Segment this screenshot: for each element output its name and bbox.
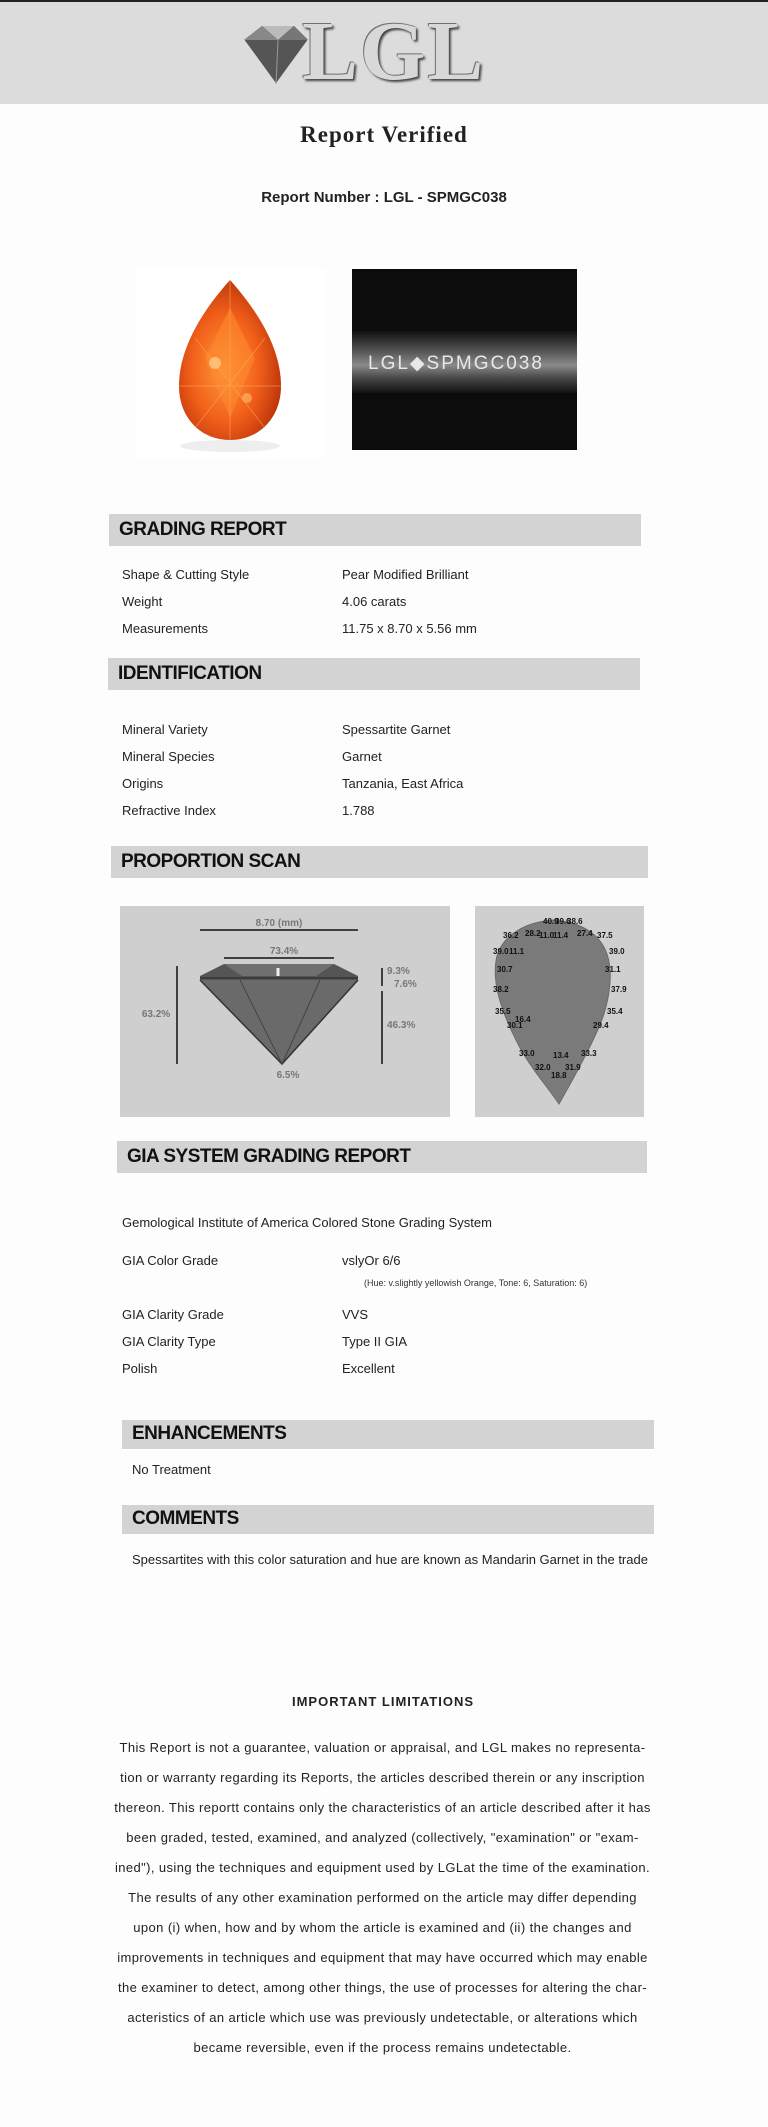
identification-label-origins: Origins — [122, 776, 164, 791]
limitations-line: been graded, tested, examined, and analyzed (collectively, "examination" or "exam- — [126, 1830, 639, 1845]
identification-label-species: Mineral Species — [122, 749, 215, 764]
limitations-line: improvements in techniques and equipment that may have occurred which may enable — [117, 1950, 648, 1965]
top-view-value: 18.8 — [551, 1071, 567, 1080]
top-view-value: 33.3 — [581, 1049, 597, 1058]
top-view-value: 13.4 — [553, 1051, 569, 1060]
enhancements-header — [122, 1420, 654, 1449]
proportion-scan-header — [111, 846, 648, 878]
side-total-depth-label: 63.2% — [141, 1009, 171, 1020]
gia-color-note: (Hue: v.slightly yellowish Orange, Tone: 6, Saturation: 6) — [364, 1278, 588, 1288]
identification-value-origins: Tanzania, East Africa — [342, 776, 464, 791]
limitations-line: This Report is not a guarantee, valuation or appraisal, and LGL makes no representa- — [119, 1740, 646, 1755]
side-culet-label: 6.5% — [276, 1070, 300, 1081]
identification-value-variety: Spessartite Garnet — [342, 722, 451, 737]
diamond-icon — [232, 20, 312, 90]
identification-label-variety: Mineral Variety — [122, 722, 208, 737]
top-view-value: 36.2 — [503, 931, 519, 940]
page-title: Report Verified — [300, 122, 468, 147]
top-view-value: 11.4 — [553, 931, 569, 940]
identification-value-species: Garnet — [342, 749, 382, 764]
grading-value-shape: Pear Modified Brilliant — [342, 567, 469, 582]
top-view-diagram — [475, 906, 644, 1117]
top-view-value: 30.1 — [507, 1021, 523, 1030]
top-view-value: 33.0 — [519, 1049, 535, 1058]
top-view-value: 35.5 — [495, 1007, 511, 1016]
gia-value-polish: Excellent — [342, 1361, 395, 1376]
gia-header — [117, 1141, 647, 1173]
grading-label-weight: Weight — [122, 594, 163, 609]
grading-report-heading: GRADING REPORT — [119, 519, 287, 540]
top-view-value: 16.4 — [515, 1015, 531, 1024]
gia-heading: GIA SYSTEM GRADING REPORT — [127, 1146, 411, 1167]
top-view-value: 39.6 — [555, 917, 571, 926]
side-width-label: 8.70 (mm) — [255, 918, 303, 929]
logo-text: LGL — [302, 5, 486, 98]
side-pavilion-depth-label: 46.3% — [387, 1020, 416, 1031]
gia-label-polish: Polish — [122, 1361, 158, 1376]
top-view-value: 37.9 — [611, 985, 627, 994]
gia-value-clarity: VVS — [342, 1307, 369, 1322]
comments-header — [122, 1505, 654, 1534]
gem-photo — [135, 268, 325, 458]
gia-value-color: vslyOr 6/6 — [342, 1253, 401, 1268]
side-profile-diagram — [120, 906, 450, 1117]
limitations-line: tion or warranty regarding its Reports, the articles described therein or any inscription — [120, 1770, 645, 1785]
header-banner — [0, 2, 768, 104]
top-view-value: 39.0 — [609, 947, 625, 956]
top-view-value: 11.1 — [509, 947, 525, 956]
lgl-logo — [232, 5, 492, 98]
top-view-value: 38.6 — [567, 917, 583, 926]
enhancements-heading: ENHANCEMENTS — [132, 1423, 287, 1444]
inscription-text: LGL◆SPMGC038 — [368, 353, 544, 374]
top-view-value: 11.0 — [539, 931, 555, 940]
limitations-line: upon (i) when, how and by whom the article is examined and (ii) the changes and — [133, 1920, 632, 1935]
top-view-value: 30.7 — [497, 965, 513, 974]
gia-label-color: GIA Color Grade — [122, 1253, 219, 1268]
side-crown-angle-label: 9.3% — [387, 966, 410, 977]
gia-system-name: Gemological Institute of America Colored Stone Grading System — [122, 1215, 492, 1230]
identification-value-ri: 1.788 — [342, 803, 375, 818]
grading-value-measurements: 11.75 x 8.70 x 5.56 mm — [342, 621, 477, 636]
top-view-value: 37.5 — [597, 931, 613, 940]
enhancements-text: No Treatment — [132, 1462, 211, 1477]
side-crown-height-label: 7.6% — [394, 979, 417, 990]
inscription-photo — [352, 269, 577, 450]
top-view-value: 35.4 — [607, 1007, 623, 1016]
identification-heading: IDENTIFICATION — [118, 663, 262, 684]
gia-label-clarity-type: GIA Clarity Type — [122, 1334, 216, 1349]
top-view-value: 32.0 — [535, 1063, 551, 1072]
top-view-value: 29.4 — [593, 1021, 609, 1030]
top-view-value: 39.0 — [493, 947, 509, 956]
top-view-value: 28.2 — [525, 929, 541, 938]
top-view-value: 38.2 — [493, 985, 509, 994]
gia-value-clarity-type: Type II GIA — [342, 1334, 408, 1349]
comments-text: Spessartites with this color saturation and hue are known as Mandarin Garnet in the trade — [132, 1552, 648, 1567]
top-view-value: 27.4 — [577, 929, 593, 938]
grading-value-weight: 4.06 carats — [342, 594, 407, 609]
limitations-line: the examiner to detect, among other things, the use of processes for altering the char- — [117, 1980, 648, 1995]
identification-header — [108, 658, 640, 690]
grading-report-header — [109, 514, 641, 546]
proportion-scan-heading: PROPORTION SCAN — [121, 851, 301, 872]
report-number: Report Number : LGL - SPMGC038 — [261, 189, 507, 206]
grading-label-measurements: Measurements — [122, 621, 208, 636]
grading-label-shape: Shape & Cutting Style — [122, 567, 250, 582]
limitations-line: The results of any other examination performed on the article may differ depending — [128, 1890, 637, 1905]
limitations-heading: IMPORTANT LIMITATIONS — [291, 1694, 475, 1709]
comments-heading: COMMENTS — [132, 1508, 239, 1529]
limitations-line: ined"), using the techniques and equipment used by LGLat the time of the examination. — [114, 1860, 651, 1875]
side-table-label: 73.4% — [269, 946, 299, 957]
limitations-line: became reversible, even if the process remains undetectable. — [193, 2040, 572, 2055]
gia-label-clarity: GIA Clarity Grade — [122, 1307, 224, 1322]
top-view-value: 31.1 — [605, 965, 621, 974]
limitations-line: acteristics of an article which use was previously undetectable, or alterations which — [127, 2010, 638, 2025]
top-view-value: 40.9 — [543, 917, 559, 926]
top-view-value: 31.9 — [565, 1063, 581, 1072]
identification-label-ri: Refractive Index — [122, 803, 216, 818]
limitations-text — [110, 1733, 655, 2063]
limitations-line: thereon. This reportt contains only the characteristics of an article described after it has — [114, 1800, 651, 1815]
